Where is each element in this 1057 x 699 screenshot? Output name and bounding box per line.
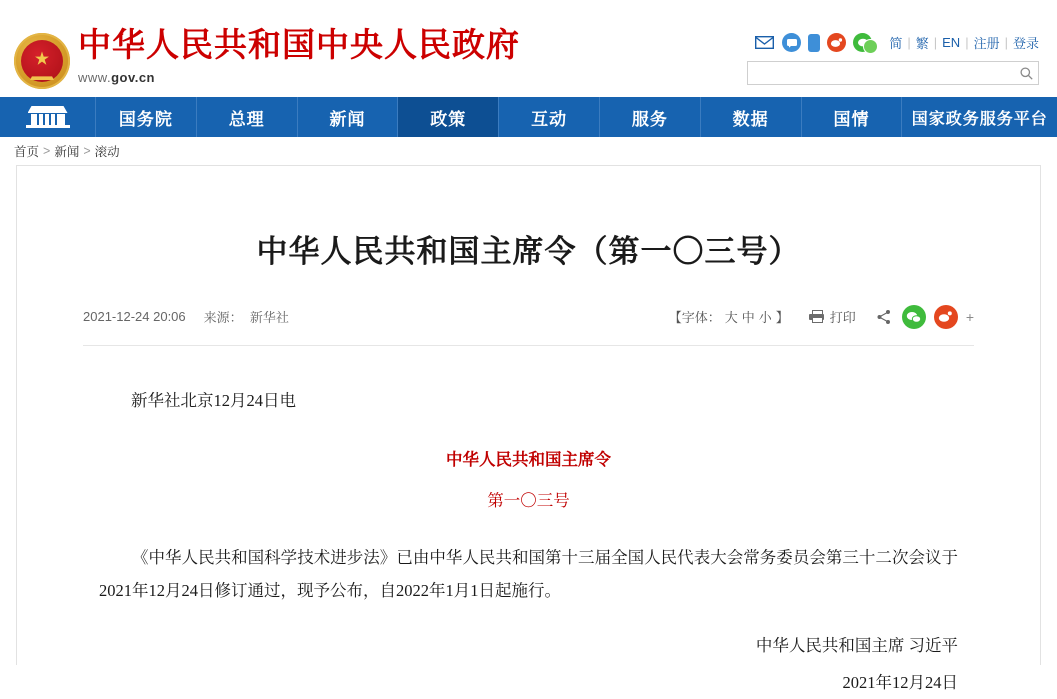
article-paragraph: 《中华人民共和国科学技术进步法》已由中华人民共和国第十三届全国人民代表大会常务委员会第三十二次会议于2021年12月24日修订通过，现予公布，自2022年1月1日起施行。 [99,547,958,600]
breadcrumb [0,137,1057,165]
nav-item-xinwen[interactable]: 新闻 [297,97,398,137]
decree-number: 第一〇三号 [487,490,570,510]
more-share-icon[interactable]: + [965,308,974,325]
font-size-label: 【字体： [668,310,721,326]
nav-home-link[interactable] [0,97,95,137]
nav-item-zongli[interactable]: 总理 [196,97,297,137]
page-title: 中华人民共和国主席令（第一〇三号） [256,233,801,269]
print-label: 打印 [829,310,856,326]
article-meta [83,305,974,346]
link-separator: | [1004,35,1008,50]
article-signature: 中华人民共和国主席 习近平 [755,635,958,655]
lang-traditional-link[interactable]: 繁 [915,36,929,51]
wechat-share-icon[interactable] [902,305,926,329]
tiananmen-home-icon [26,106,70,128]
lang-simplified-link[interactable]: 简 [889,36,903,51]
nav-item-hudong[interactable]: 互动 [498,97,599,137]
main-navigation [0,97,1057,137]
article-source: 来源： 新华社 [203,310,289,326]
decree-title: 中华人民共和国主席令 [446,449,611,469]
weibo-share-icon[interactable] [934,305,958,329]
site-title[interactable] [78,26,520,85]
search-input[interactable] [748,63,1014,83]
article-dateline: 新华社北京12月24日电 [131,390,296,410]
weibo-icon[interactable] [827,33,846,52]
login-link[interactable]: 登录 [1012,36,1039,51]
link-separator: | [965,35,969,50]
wechat-icon[interactable] [853,33,872,52]
nav-item-zhengce[interactable]: 政策 [397,97,498,137]
site-domain: www.gov.cn [78,70,155,85]
print-button[interactable] [809,307,856,326]
font-size-large[interactable]: 大 [724,310,738,326]
breadcrumb-item-news[interactable]: 新闻 [54,145,80,159]
font-size-suffix: 】 [775,310,789,326]
site-title-cn: 中华人民共和国中央人民政府 [78,28,520,64]
font-size-small[interactable]: 小 [758,310,772,326]
printer-icon [809,310,824,323]
mail-icon[interactable] [754,33,775,52]
search-box[interactable] [747,61,1039,85]
national-emblem-icon: ★ [14,33,70,89]
nav-item-government-service-platform[interactable]: 国家政务服务平台 [901,97,1057,137]
nav-item-fuwu[interactable]: 服务 [599,97,700,137]
nav-item-guowuyuan[interactable]: 国务院 [95,97,196,137]
article-datetime: 2021-12-24 20:06 [83,309,186,325]
nav-item-guoqing[interactable]: 国情 [801,97,902,137]
message-icon[interactable] [782,33,801,52]
nav-item-shuju[interactable]: 数据 [700,97,801,137]
share-icon[interactable] [874,307,894,327]
lang-english-link[interactable]: EN [942,35,961,50]
site-header [0,0,1057,97]
article-card [16,165,1041,692]
link-separator: | [907,35,911,50]
article-signature-date: 2021年12月24日 [842,672,958,692]
mobile-icon[interactable] [808,34,820,52]
breadcrumb-separator: > [83,144,91,158]
breadcrumb-item-scroll[interactable]: 滚动 [94,145,120,159]
font-size-medium[interactable]: 中 [741,310,755,326]
breadcrumb-item-home[interactable]: 首页 [14,145,40,159]
share-group [874,305,974,329]
link-separator: | [933,35,938,50]
header-utility-bar [754,33,1039,52]
search-icon[interactable] [1014,63,1038,83]
font-size-selector [667,307,791,326]
language-and-account-links [889,33,1039,52]
register-link[interactable]: 注册 [973,36,1000,51]
article-body [99,346,958,699]
breadcrumb-separator: > [43,144,51,158]
